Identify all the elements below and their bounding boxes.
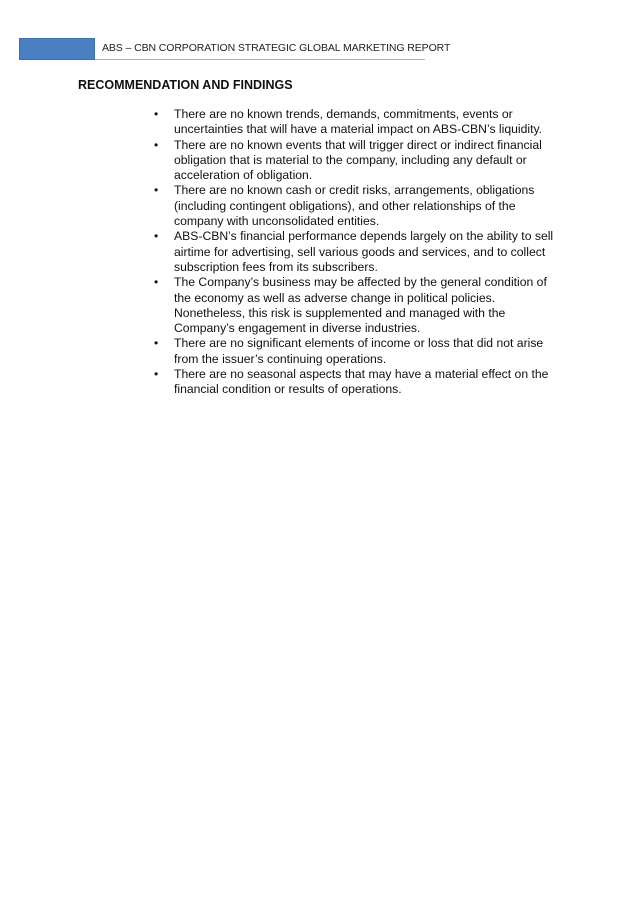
bullet-icon: • xyxy=(154,183,159,198)
list-item xyxy=(150,275,565,336)
findings-list xyxy=(150,107,565,398)
header-divider xyxy=(95,59,425,60)
finding-text: There are no known events that will trigger direct or indirect financial obligation that is material to the company, including any default or acceleration of obligation. xyxy=(174,137,542,183)
bullet-icon: • xyxy=(154,367,159,382)
list-item xyxy=(150,229,565,275)
bullet-icon: • xyxy=(154,137,159,152)
finding-text: There are no known cash or credit risks, arrangements, obligations (including contingent obligations), and other relationships of the company with unconsolidated entities. xyxy=(174,183,535,229)
list-item xyxy=(150,367,565,398)
header-accent-block xyxy=(19,38,95,60)
finding-text: The Company’s business may be affected by the general condition of the economy as well as adverse change in political policies. Nonetheless, this risk is supplemented and managed with the Company’s engagement in diverse industries. xyxy=(174,275,547,336)
finding-text: There are no seasonal aspects that may have a material effect on the financial condition or results of operations. xyxy=(174,367,549,397)
bullet-icon: • xyxy=(154,107,159,121)
bullet-icon: • xyxy=(154,229,159,244)
finding-text: ABS-CBN’s financial performance depends largely on the ability to sell airtime for advertising, sell various goods and services, and to collect subscription fees from its subscribers. xyxy=(174,229,554,274)
list-item xyxy=(150,138,565,184)
list-item xyxy=(150,107,565,138)
list-item xyxy=(150,183,565,229)
finding-text: There are no known trends, demands, commitments, events or uncertainties that will have a material impact on ABS-CBN’s liquidity. xyxy=(174,107,543,137)
list-item xyxy=(150,336,565,367)
finding-text: There are no significant elements of income or loss that did not arise from the issuer’s continuing operations. xyxy=(174,336,544,366)
bullet-icon: • xyxy=(154,275,159,290)
section-title: RECOMMENDATION AND FINDINGS xyxy=(78,78,293,92)
running-header: ABS – CBN CORPORATION STRATEGIC GLOBAL MARKETING REPORT xyxy=(102,42,451,54)
bullet-icon: • xyxy=(154,336,159,351)
